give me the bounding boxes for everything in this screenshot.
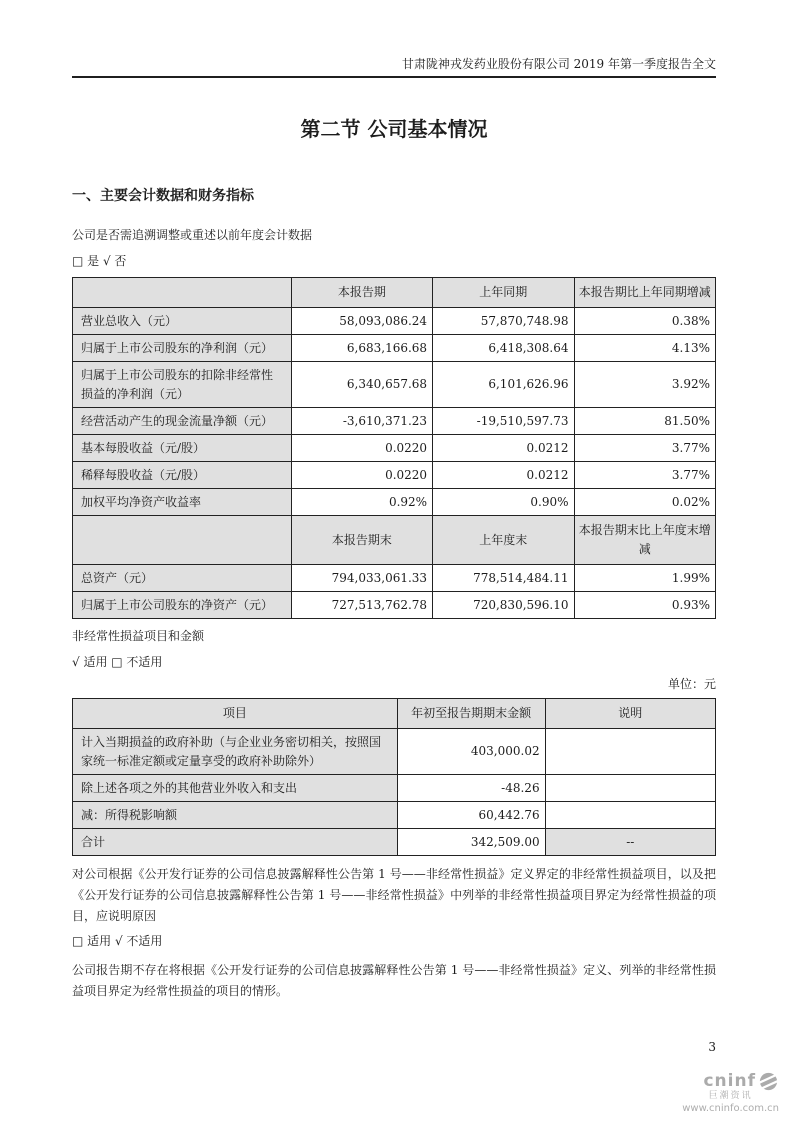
table-row bbox=[73, 335, 716, 362]
unit-label: 单位：元 bbox=[667, 677, 716, 691]
key-financial-indicators-table bbox=[72, 277, 716, 619]
value-cell: 57,870,748.98 bbox=[433, 308, 574, 335]
row-label-cell: 减：所得税影响额 bbox=[73, 802, 398, 829]
table-row bbox=[73, 592, 716, 619]
cninfo-logo-url: www.cninfo.com.cn bbox=[682, 1103, 779, 1114]
explanation-applicability-choice: □ 适用 √ 不适用 bbox=[72, 934, 163, 948]
value-cell: 0.38% bbox=[574, 308, 715, 335]
value-cell: 403,000.02 bbox=[397, 729, 545, 775]
header-cell bbox=[73, 278, 292, 308]
value-cell: 720,830,596.10 bbox=[433, 592, 574, 619]
note-cell: -- bbox=[545, 829, 715, 856]
table-row bbox=[73, 462, 716, 489]
value-cell: 0.0220 bbox=[291, 435, 432, 462]
row-label-cell: 稀释每股收益（元/股） bbox=[73, 462, 292, 489]
running-header-text: 甘肃陇神戎发药业股份有限公司 2019 年第一季度报告全文 bbox=[401, 57, 716, 71]
cninfo-logo bbox=[682, 1072, 779, 1114]
empty-cell bbox=[545, 775, 715, 802]
value-cell: 727,513,762.78 bbox=[291, 592, 432, 619]
value-cell: 58,093,086.24 bbox=[291, 308, 432, 335]
table-row bbox=[73, 565, 716, 592]
table-row bbox=[73, 362, 716, 408]
restatement-choice: □ 是 √ 否 bbox=[72, 254, 127, 268]
row-label-cell: 归属于上市公司股东的净资产（元） bbox=[73, 592, 292, 619]
header-cell: 本报告期 bbox=[291, 278, 432, 308]
table-row bbox=[73, 278, 716, 308]
heading-key-financials: 一、主要会计数据和财务指标 bbox=[72, 188, 254, 204]
header-cell: 本报告期末 bbox=[291, 516, 432, 565]
value-cell: 6,418,308.64 bbox=[433, 335, 574, 362]
restatement-question: 公司是否需追溯调整或重述以前年度会计数据 bbox=[72, 228, 313, 242]
value-cell: 4.13% bbox=[574, 335, 715, 362]
cninfo-logo-subtitle: 巨潮资讯 bbox=[708, 1091, 753, 1102]
value-cell: 3.77% bbox=[574, 435, 715, 462]
row-label-cell: 经营活动产生的现金流量净额（元） bbox=[73, 408, 292, 435]
value-cell: 342,509.00 bbox=[397, 829, 545, 856]
value-cell: 0.0212 bbox=[433, 435, 574, 462]
row-label-cell: 合计 bbox=[73, 829, 398, 856]
running-header bbox=[72, 0, 716, 78]
header-cell: 说明 bbox=[545, 699, 715, 729]
row-label-cell: 归属于上市公司股东的扣除非经常性损益的净利润（元） bbox=[73, 362, 292, 408]
header-cell: 上年同期 bbox=[433, 278, 574, 308]
table-row bbox=[73, 516, 716, 565]
nonrecurring-items-body bbox=[73, 699, 716, 856]
value-cell: 3.92% bbox=[574, 362, 715, 408]
value-cell: 6,340,657.68 bbox=[291, 362, 432, 408]
header-cell: 本报告期末比上年度末增减 bbox=[574, 516, 715, 565]
value-cell: 1.99% bbox=[574, 565, 715, 592]
row-label-cell: 计入当期损益的政府补助（与企业业务密切相关，按照国家统一标准定额或定量享受的政府补助除外） bbox=[73, 729, 398, 775]
statement-paragraph: 公司报告期不存在将根据《公开发行证券的公司信息披露解释性公告第 1 号——非经常性损益》定义、列举的非经常性损益项目界定为经常性损益的项目的情形。 bbox=[72, 963, 716, 998]
section-title: 第二节 公司基本情况 bbox=[300, 117, 488, 141]
value-cell: -3,610,371.23 bbox=[291, 408, 432, 435]
value-cell: 794,033,061.33 bbox=[291, 565, 432, 592]
table-row bbox=[73, 408, 716, 435]
nonrecurring-items-table bbox=[72, 698, 716, 856]
value-cell: -48.26 bbox=[397, 775, 545, 802]
table-row bbox=[73, 489, 716, 516]
row-label-cell: 基本每股收益（元/股） bbox=[73, 435, 292, 462]
explanation-paragraph: 对公司根据《公开发行证券的公司信息披露解释性公告第 1 号——非经常性损益》定义界定的非经常性损益项目，以及把《公开发行证券的公司信息披露解释性公告第 1 号——非经常性损益》中列举的非经常性损益项目界定为经常性损益的项目，应说明原因 bbox=[72, 867, 716, 923]
row-label-cell: 营业总收入（元） bbox=[73, 308, 292, 335]
value-cell: 60,442.76 bbox=[397, 802, 545, 829]
value-cell: 0.0220 bbox=[291, 462, 432, 489]
header-cell: 上年度末 bbox=[433, 516, 574, 565]
value-cell: 0.0212 bbox=[433, 462, 574, 489]
header-cell: 项目 bbox=[73, 699, 398, 729]
cninfo-swirl-icon bbox=[758, 1072, 779, 1091]
value-cell: 0.92% bbox=[291, 489, 432, 516]
table-row bbox=[73, 775, 716, 802]
row-label-cell: 总资产（元） bbox=[73, 565, 292, 592]
key-financial-indicators-body bbox=[73, 278, 716, 619]
empty-cell bbox=[545, 802, 715, 829]
row-label-cell: 归属于上市公司股东的净利润（元） bbox=[73, 335, 292, 362]
value-cell: -19,510,597.73 bbox=[433, 408, 574, 435]
value-cell: 778,514,484.11 bbox=[433, 565, 574, 592]
header-cell: 年初至报告期期末金额 bbox=[397, 699, 545, 729]
table-row bbox=[73, 829, 716, 856]
value-cell: 6,101,626.96 bbox=[433, 362, 574, 408]
value-cell: 6,683,166.68 bbox=[291, 335, 432, 362]
empty-cell bbox=[545, 729, 715, 775]
table-row bbox=[73, 435, 716, 462]
header-cell: 本报告期比上年同期增减 bbox=[574, 278, 715, 308]
cninfo-logo-row bbox=[682, 1072, 779, 1091]
table-row bbox=[73, 729, 716, 775]
row-label-cell: 加权平均净资产收益率 bbox=[73, 489, 292, 516]
table-row bbox=[73, 802, 716, 829]
header-cell bbox=[73, 516, 292, 565]
value-cell: 3.77% bbox=[574, 462, 715, 489]
value-cell: 0.93% bbox=[574, 592, 715, 619]
nonrecurring-applicability-choice: √ 适用 □ 不适用 bbox=[72, 655, 163, 669]
value-cell: 81.50% bbox=[574, 408, 715, 435]
page-number: 3 bbox=[708, 1040, 716, 1054]
row-label-cell: 除上述各项之外的其他营业外收入和支出 bbox=[73, 775, 398, 802]
table-row bbox=[73, 308, 716, 335]
table-row bbox=[73, 699, 716, 729]
nonrecurring-items-title: 非经常性损益项目和金额 bbox=[72, 629, 205, 643]
value-cell: 0.02% bbox=[574, 489, 715, 516]
cninfo-logo-text: cninf bbox=[703, 1071, 756, 1092]
value-cell: 0.90% bbox=[433, 489, 574, 516]
